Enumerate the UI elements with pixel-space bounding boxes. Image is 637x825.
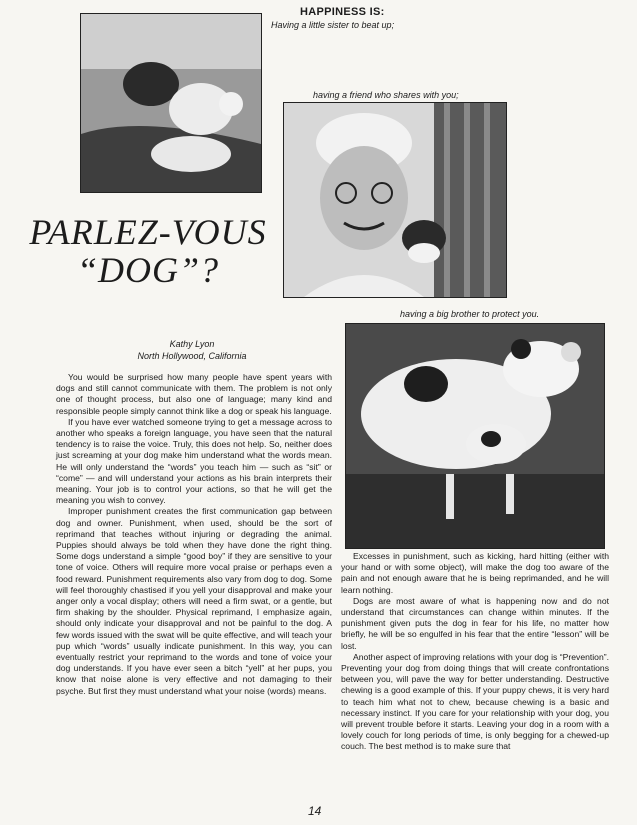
caption-friend: having a friend who shares with you; bbox=[313, 90, 459, 100]
paragraph: Dogs are most aware of what is happening now and do not understand that circumstances can change within minutes. If the punishment given puts the dog in fear for his life, no matter how briefly, he will be so engulfed in his fear that the entire “lesson” will be lost. bbox=[341, 595, 609, 651]
paragraph: Another aspect of improving relations with your dog is “Prevention”. Preventing your dog from doing things that will create confrontations between you, will pave the way for better understanding. Destructive chewing is a good example of this. If your puppy chews, it is very hard to teach him what not to chew, because chewing is a basic and necessary instinct. If you care for your relationship with your dog, you will prevent trouble before it starts. Leaving your dog in a room with a lovely couch for long periods of time, is only begging for a chewed-up couch. The best method is to make sure that bbox=[341, 651, 609, 752]
photo-puppies-playing bbox=[80, 13, 262, 193]
paragraph: You would be surprised how many people have spent years with dogs and still cannot communicate with them. The problem is not only one of thought process, but also one of language; many kind and responsible people simply cannot think like a dog or speak his language. bbox=[56, 372, 332, 416]
author-location: North Hollywood, California bbox=[137, 351, 247, 361]
page-number: 14 bbox=[308, 804, 322, 818]
paragraph: Excesses in punishment, such as kicking, hard hitting (either with your hand or with some object), will make the dog too aware of the pain and not enough aware that he is being reprimanded, and he will learn nothing. bbox=[341, 551, 609, 595]
article-title-line-1: PARLEZ-VOUS bbox=[29, 212, 267, 252]
caption-brother: having a big brother to protect you. bbox=[400, 309, 540, 319]
happiness-heading: HAPPINESS IS: bbox=[300, 6, 385, 18]
author-name: Kathy Lyon bbox=[169, 339, 215, 349]
paragraph: If you have ever watched someone trying to get a message across to another who speaks a foreign language, you have seen that the natural tendency is to raise the voice. Truly, this does not help. So, neither does just screaming at your dog make him understand what the words mean. He will only understand the “words” you teach him — such as “sit” or “come” — and will understand your actions as his brain interprets their meaning. Your job is to control your actions, so that he will get the meaning you wish to convey. bbox=[56, 416, 332, 506]
right-column bbox=[341, 551, 609, 753]
caption-sister: Having a little sister to beat up; bbox=[271, 20, 395, 30]
article-title-line-2: “DOG”? bbox=[76, 250, 220, 290]
photo-friend-with-dog bbox=[283, 102, 507, 298]
photo-big-brother-dogs bbox=[345, 323, 605, 549]
left-column bbox=[56, 372, 332, 697]
paragraph: Improper punishment creates the first communication gap between dog and owner. Punishment, when used, should be the sort of reprimand that teaches without injuring or degrading the animal. Puppies should always be told when they have done the right thing. Some dogs understand a simple “good boy” if they are sensitive to your tone of voice. Others will require more vocal praise or perhaps even a food reward. Punishment requirements also vary from dog to dog. Some will feel thoroughly chastised if you yell your disapproval and make your anger only a vocal display; others will need a firm swat, or a gentle, but firm shaking by the shoulder. Physical reprimand, I emphasize again, should only indicate your disapproval and not be painful to the dog. A few words issued with the swat will be quite effective, and will teach your pup which “words” usually indicate punishment. In this way, you can eventually restrict your reprimand to the words and tone of voice your dog understands. If you have ever seen a bitch “yell” at her pups, you know that noise alone is very effective and not damaging to their psyche. But first they must understand what your noise (words) means. bbox=[56, 506, 332, 696]
